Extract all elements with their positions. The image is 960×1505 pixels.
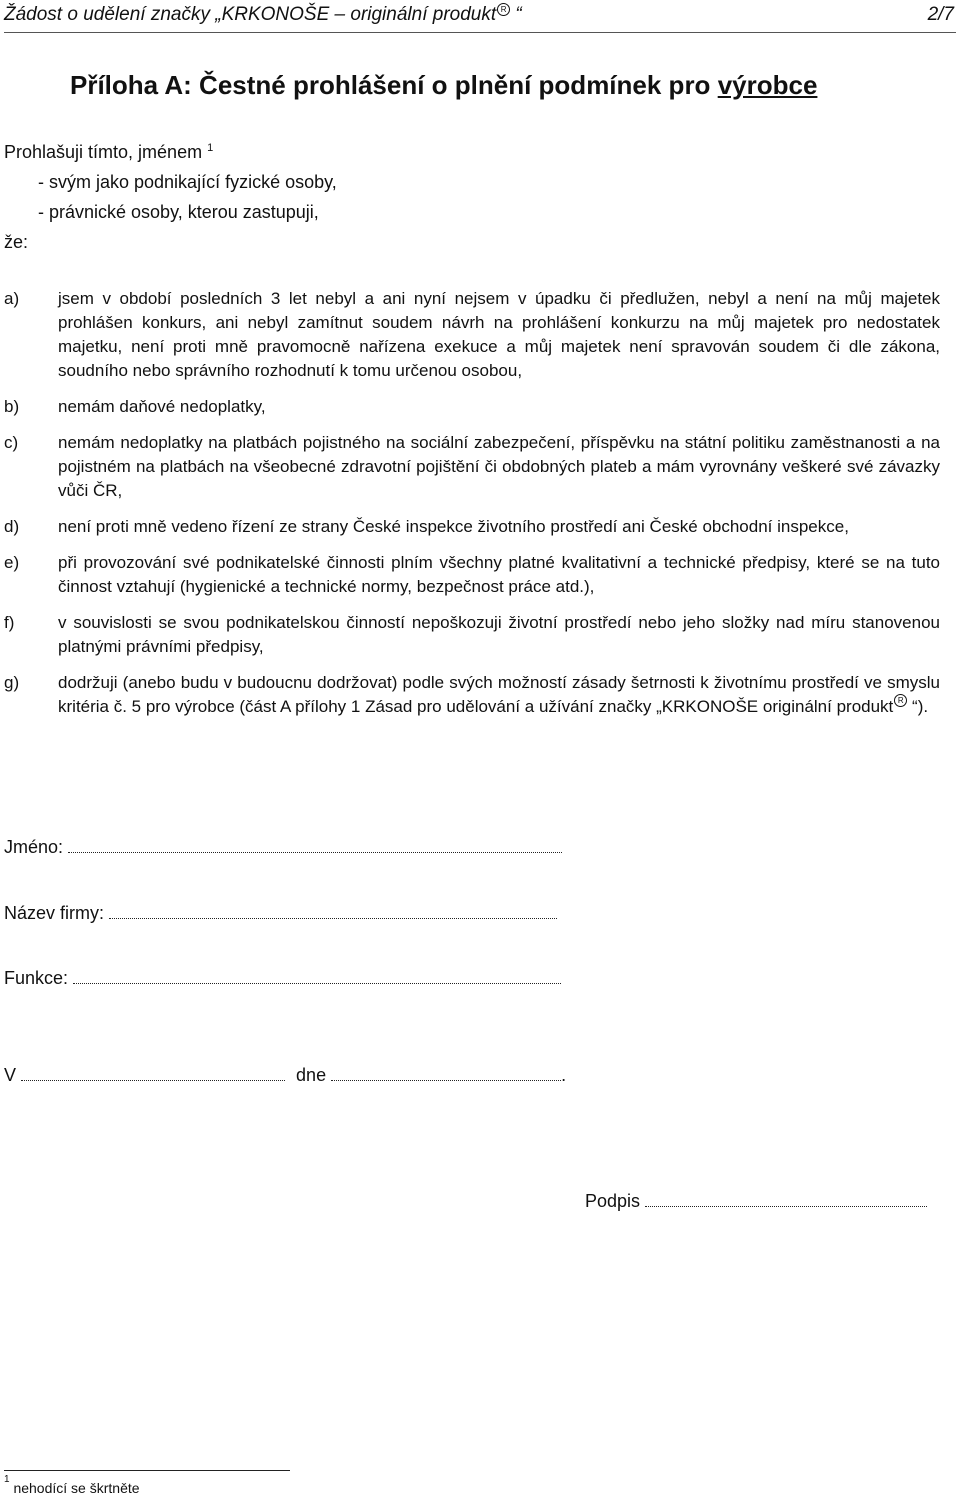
footnote-text: nehodící se škrtněte xyxy=(13,1480,140,1496)
name-row xyxy=(4,837,562,858)
item-text: nemám nedoplatky na platbách pojistného na sociální zabezpečení, příspěvku na státní politiku zaměstnanosti a na pojistném na platbách na všeobecné zdravotní pojištění či obdobných plateb a mám vyrovnány veškeré své závazky vůči ČR, xyxy=(58,433,940,500)
signature-label: Podpis xyxy=(585,1191,641,1211)
date-field[interactable] xyxy=(331,1066,561,1081)
item-letter: e) xyxy=(4,553,20,572)
item-letter: f) xyxy=(4,613,15,632)
list-item xyxy=(4,515,940,539)
company-row xyxy=(4,903,557,924)
place-label: V xyxy=(4,1065,17,1085)
list-item xyxy=(4,671,940,719)
function-row xyxy=(4,968,561,989)
list-item xyxy=(4,431,940,503)
function-label: Funkce: xyxy=(4,968,69,988)
item-letter: d) xyxy=(4,517,20,536)
list-item xyxy=(4,287,940,383)
registered-mark-icon: R xyxy=(497,3,510,16)
registered-mark-icon: R xyxy=(894,694,907,707)
page-title xyxy=(70,70,817,101)
intro-line-2: - svým jako podnikající fyzické osoby, xyxy=(38,172,337,192)
list-item xyxy=(4,611,940,659)
place-field[interactable] xyxy=(21,1066,285,1081)
item-text: není proti mně vedeno řízení ze strany České inspekce životního prostředí ani České obchodní inspekce, xyxy=(58,517,849,536)
footnote-number: 1 xyxy=(4,1474,10,1485)
page-title-main: Příloha A: Čestné prohlášení o plnění podmínek pro xyxy=(70,70,711,100)
signature-row xyxy=(585,1191,927,1212)
name-field[interactable] xyxy=(68,838,562,853)
date-period: . xyxy=(561,1065,567,1085)
item-text: nemám daňové nedoplatky, xyxy=(58,397,266,416)
intro-line-3: - právnické osoby, kterou zastupuji, xyxy=(38,202,319,222)
declaration-items xyxy=(4,287,940,731)
page-number: 2/7 xyxy=(927,4,954,25)
place-date-row xyxy=(4,1065,566,1086)
list-item xyxy=(4,395,940,419)
item-text: v souvislosti se svou podnikatelskou činností nepoškozuji životní prostředí nebo jeho složky nad míru stanovenou platnými právními předpisy, xyxy=(58,613,940,656)
document-title-text: Žádost o udělení značky „KRKONOŠE – originální produkt xyxy=(4,4,497,25)
item-letter: g) xyxy=(4,673,20,692)
document-title xyxy=(4,4,522,26)
date-label: dne xyxy=(296,1065,327,1085)
item-text: dodržuji (anebo budu v budoucnu dodržovat) podle svých možností zásady šetrnosti k životnímu prostředí ve smyslu kritéria č. 5 pro výrobce (část A přílohy 1 Zásad pro udělování a užívání značky „KRKONOŠE originální produkt xyxy=(58,673,940,716)
page-header xyxy=(4,2,956,33)
footnote xyxy=(4,1474,140,1496)
company-label: Název firmy: xyxy=(4,903,105,923)
signature-field[interactable] xyxy=(645,1192,927,1207)
name-label: Jméno: xyxy=(4,837,64,857)
item-letter: a) xyxy=(4,289,20,308)
item-text: při provozování své podnikatelské činnosti plním všechny platné kvalitativní a technické předpisy, které se na tuto činnost vztahují (hygienické a technické normy, bezpečnost práce atd.), xyxy=(58,553,940,596)
item-text-tail: “). xyxy=(912,697,929,716)
footnote-reference: 1 xyxy=(207,142,214,154)
page-title-underlined: výrobce xyxy=(717,70,818,100)
item-letter: c) xyxy=(4,433,19,452)
intro-line-4: že: xyxy=(4,232,29,252)
list-item xyxy=(4,551,940,599)
item-text: jsem v období posledních 3 let nebyl a ani nyní nejsem v úpadku či předlužen, nebyl a není na můj majetek prohlášen konkurs, ani nebyl zamítnut soudem návrh na prohlášení konkurzu na můj majetek pro nedostatek majetku, není proti mně pravomocně nařízena exekuce a můj majetek není spravován soudem či dle zákona, soudního nebo správního rozhodnutí k tomu určenou osobou, xyxy=(58,289,940,380)
company-field[interactable] xyxy=(109,904,557,919)
item-letter: b) xyxy=(4,397,20,416)
footnote-divider xyxy=(4,1470,290,1471)
intro-line-1-text: Prohlašuji tímto, jménem xyxy=(4,142,203,162)
declaration-intro xyxy=(4,137,337,257)
intro-line-1 xyxy=(4,137,337,167)
document-title-end: “ xyxy=(515,4,522,25)
function-field[interactable] xyxy=(73,969,561,984)
